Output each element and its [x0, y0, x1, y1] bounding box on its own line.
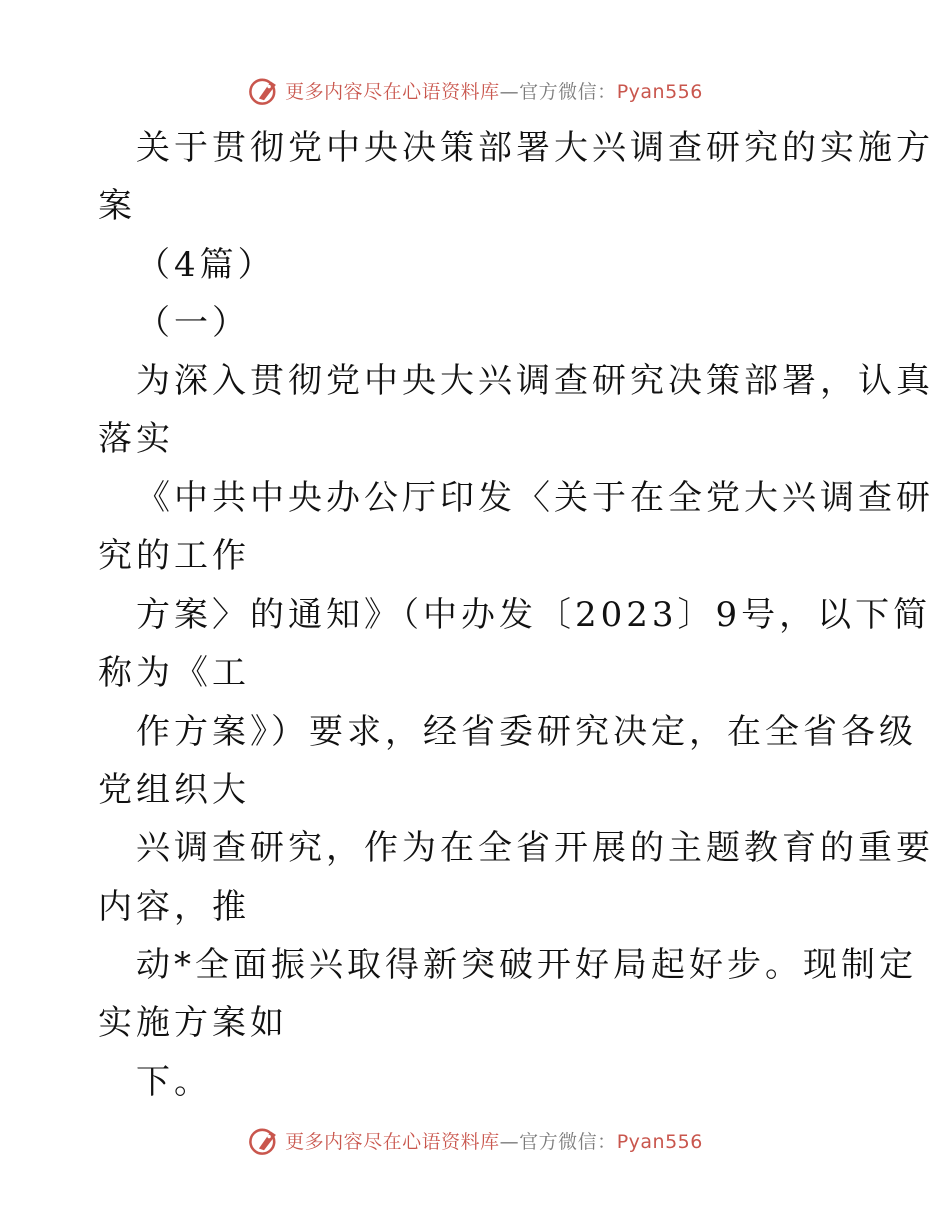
- watermark-footer: [0, 1122, 950, 1158]
- doc-subtitle: （4篇）: [136, 245, 276, 285]
- watermark-separator: —: [499, 80, 520, 103]
- watermark-text: 更多内容尽在心语资料库: [285, 80, 500, 103]
- watermark-header: [0, 72, 950, 108]
- watermark-separator: —: [499, 1130, 520, 1153]
- paragraph-line: 内容，推: [98, 887, 250, 927]
- section-heading: （一）: [136, 303, 250, 343]
- paragraph-line: 作方案》）要求，经省委研究决定，在全省各级: [136, 712, 917, 752]
- doc-title-line-2: 案: [98, 186, 136, 226]
- watermark-wechat-id: Pyan556: [616, 80, 703, 103]
- paragraph-line: 落实: [98, 419, 174, 459]
- paragraph-line: 称为《工: [98, 653, 250, 693]
- watermark-wechat-label: 官方微信：: [519, 1130, 617, 1153]
- pen-nib-icon: [247, 73, 281, 107]
- watermark-wechat-label: 官方微信：: [519, 80, 617, 103]
- paragraph-line: 兴调查研究，作为在全省开展的主题教育的重要: [136, 828, 934, 868]
- paragraph-line: 下。: [136, 1062, 212, 1102]
- paragraph-line: 方案〉的通知》（中办发〔2023〕9号，以下简: [136, 595, 932, 635]
- doc-title-line-1: 关于贯彻党中央决策部署大兴调查研究的实施方: [136, 128, 934, 168]
- paragraph-line: 究的工作: [98, 536, 250, 576]
- watermark-wechat-id: Pyan556: [616, 1130, 703, 1153]
- paragraph-line: 《中共中央办公厅印发〈关于在全党大兴调查研: [136, 478, 934, 518]
- paragraph-line: 实施方案如: [98, 1003, 288, 1043]
- paragraph-line: 为深入贯彻党中央大兴调查研究决策部署，认真: [136, 361, 934, 401]
- pen-nib-icon: [247, 1123, 281, 1157]
- watermark-text: 更多内容尽在心语资料库: [285, 1130, 500, 1153]
- paragraph-line: 动*全面振兴取得新突破开好局起好步。现制定: [136, 945, 917, 985]
- paragraph-line: 党组织大: [98, 770, 250, 810]
